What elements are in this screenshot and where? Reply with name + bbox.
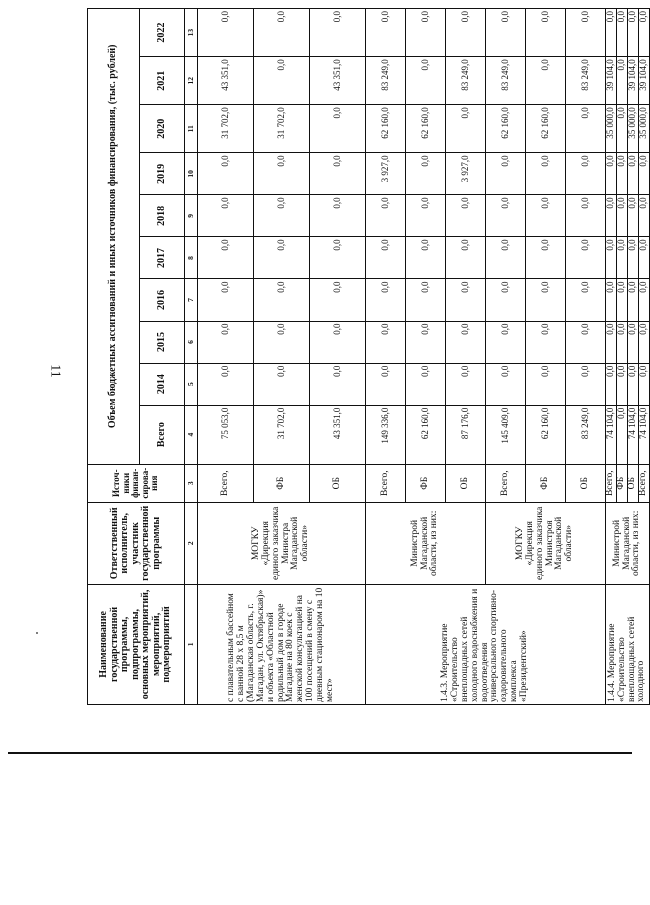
header-year: 2014 [140,363,185,405]
year-value: 62 160,0 [366,105,406,153]
year-value: 0,0 [639,363,650,405]
year-value: 0,0 [526,279,566,321]
year-value: 0,0 [254,9,310,57]
year-value: 0,0 [486,363,526,405]
year-value: 35 000,0 [639,105,650,153]
total-value: 74 104,0 [628,405,639,464]
year-value: 0,0 [566,105,606,153]
header-year: 2020 [140,105,185,153]
year-value: 0,0 [366,321,406,363]
year-value: 43 351,0 [198,57,254,105]
year-value: 83 249,0 [446,57,486,105]
year-value: 0,0 [639,9,650,57]
year-value: 0,0 [566,279,606,321]
table-row [198,9,254,705]
funding-source: ФБ [617,464,628,502]
year-value: 0,0 [617,195,628,237]
header-year: 2016 [140,279,185,321]
funding-source: ФБ [254,464,310,502]
year-value: 0,0 [617,105,628,153]
year-value: 0,0 [198,237,254,279]
program-name: с плавательным бассейном с ванной 28 x 8,5 м (Магаданская область, г. Магадан, ул. Октябрьская)» и объекта «Областной родильный дом в городе Магадане на 80 коек с женской консультацией на 100 посещений в смену с дневным стационаром на 10 мест» [198,584,366,704]
column-number-row [185,9,198,705]
year-value: 0,0 [446,195,486,237]
year-value: 83 249,0 [366,57,406,105]
year-value: 62 160,0 [526,105,566,153]
funding-source: Всего, [366,464,406,502]
year-value: 0,0 [606,153,617,195]
year-value: 0,0 [639,195,650,237]
year-value: 0,0 [406,321,446,363]
year-value: 0,0 [486,321,526,363]
year-value: 0,0 [406,9,446,57]
year-value: 0,0 [198,195,254,237]
year-value: 0,0 [526,57,566,105]
year-value: 0,0 [566,321,606,363]
year-value: 0,0 [617,363,628,405]
year-value: 0,0 [446,321,486,363]
year-value: 0,0 [628,321,639,363]
year-value: 62 160,0 [406,105,446,153]
col-number: 9 [185,195,198,237]
year-value: 0,0 [310,279,366,321]
year-value: 0,0 [310,9,366,57]
year-value: 0,0 [254,237,310,279]
table-body [198,9,650,705]
total-value: 149 336,0 [366,405,406,464]
header-executor: Ответственный исполнитель, участник государственной программы [88,502,185,584]
year-value: 3 927,0 [366,153,406,195]
funding-source: Всего, [606,464,617,502]
year-value: 0,0 [366,363,406,405]
col-number: 13 [185,9,198,57]
year-value: 0,0 [639,153,650,195]
year-value: 0,0 [486,153,526,195]
year-value: 0,0 [566,363,606,405]
col-number: 8 [185,237,198,279]
executor: МОГКУ «Дирекция единого заказчика Министра Магаданской области» [198,502,366,584]
executor: МОГКУ «Дирекция единого заказчика Министроя Магаданской области» [486,502,606,584]
program-name: 1.4.3. Мероприятие «Строительство внеплощадных сетей холодного водоснабжения и водоотведения универсального спортивно-оздоровительного комплекса «Президентский» [366,584,606,704]
total-value: 145 409,0 [486,405,526,464]
year-value: 0,0 [366,237,406,279]
year-value: 0,0 [566,195,606,237]
col-number: 10 [185,153,198,195]
year-value: 35 000,0 [606,105,617,153]
program-name: 1.4.4. Мероприятие «Строительство внеплощадных сетей холодного [606,584,650,704]
year-value: 0,0 [617,153,628,195]
year-value: 0,0 [526,237,566,279]
year-value: 0,0 [310,363,366,405]
year-value: 83 249,0 [486,57,526,105]
header-year: 2017 [140,237,185,279]
year-value: 0,0 [254,195,310,237]
funding-source: ОБ [310,464,366,502]
table-row [366,9,406,705]
funding-source: Всего, [486,464,526,502]
total-value: 0,0 [617,405,628,464]
year-value: 0,0 [566,153,606,195]
executor: Министрой Магаданской области, из них: [366,502,486,584]
year-value: 0,0 [446,279,486,321]
financing-table [87,8,650,705]
year-value: 31 702,0 [254,105,310,153]
executor: Министрой Магаданской области, из них: [606,502,650,584]
year-value: 0,0 [198,279,254,321]
header-source: Источ-ники финан-сирова-ния [88,464,185,502]
year-value: 0,0 [198,321,254,363]
header-total: Всего [140,405,185,464]
year-value: 0,0 [617,57,628,105]
year-value: 0,0 [628,279,639,321]
year-value: 0,0 [310,195,366,237]
header-year: 2022 [140,9,185,57]
scan-speck [36,632,38,634]
year-value: 0,0 [446,9,486,57]
total-value: 74 104,0 [639,405,650,464]
year-value: 0,0 [406,57,446,105]
year-value: 0,0 [366,279,406,321]
header-name: Наименование государственной программы, подпрограммы, основных мероприятий, мероприятий, подмероприятий [88,584,185,704]
funding-source: ОБ [446,464,486,502]
year-value: 0,0 [526,153,566,195]
year-value: 0,0 [566,237,606,279]
year-value: 0,0 [254,279,310,321]
year-value: 0,0 [198,153,254,195]
total-value: 62 160,0 [406,405,446,464]
col-number: 12 [185,57,198,105]
header-year: 2018 [140,195,185,237]
year-value: 31 702,0 [198,105,254,153]
year-value: 0,0 [628,195,639,237]
total-value: 31 702,0 [254,405,310,464]
year-value: 0,0 [310,237,366,279]
year-value: 0,0 [526,195,566,237]
year-value: 0,0 [606,237,617,279]
year-value: 0,0 [628,237,639,279]
col-number: 11 [185,105,198,153]
year-value: 0,0 [606,321,617,363]
year-value: 0,0 [628,9,639,57]
header-year: 2015 [140,321,185,363]
year-value: 0,0 [486,279,526,321]
year-value: 0,0 [310,153,366,195]
col-number: 3 [185,464,198,502]
year-value: 0,0 [406,279,446,321]
header-year: 2019 [140,153,185,195]
year-value: 0,0 [366,9,406,57]
funding-source: ОБ [566,464,606,502]
year-value: 62 160,0 [486,105,526,153]
year-value: 0,0 [628,153,639,195]
year-value: 35 000,0 [628,105,639,153]
horizontal-rule [8,752,632,754]
col-number: 1 [185,584,198,704]
year-value: 0,0 [639,279,650,321]
year-value: 0,0 [486,237,526,279]
year-value: 0,0 [526,363,566,405]
year-value: 0,0 [628,363,639,405]
funding-source: ОБ [628,464,639,502]
year-value: 0,0 [486,195,526,237]
year-value: 0,0 [617,279,628,321]
year-value: 0,0 [606,195,617,237]
total-value: 43 351,0 [310,405,366,464]
year-value: 0,0 [617,9,628,57]
year-value: 0,0 [639,237,650,279]
col-number: 6 [185,321,198,363]
year-value: 0,0 [566,9,606,57]
year-value: 0,0 [254,153,310,195]
total-value: 74 104,0 [606,405,617,464]
year-value: 0,0 [254,321,310,363]
year-value: 0,0 [446,363,486,405]
year-value: 0,0 [617,237,628,279]
funding-source: ФБ [406,464,446,502]
year-value: 0,0 [198,363,254,405]
year-value: 0,0 [366,195,406,237]
total-value: 75 053,0 [198,405,254,464]
funding-source: Всего, [639,464,650,502]
total-value: 87 176,0 [446,405,486,464]
year-value: 0,0 [606,363,617,405]
funding-source: ФБ [526,464,566,502]
header-volume: Объем бюджетных ассигнований и иных источников финансирования, (тыс. рублей) [88,9,140,465]
header-year: 2021 [140,57,185,105]
year-value: 0,0 [406,153,446,195]
year-value: 0,0 [254,57,310,105]
year-value: 0,0 [639,321,650,363]
col-number: 5 [185,363,198,405]
col-number: 2 [185,502,198,584]
year-value: 0,0 [446,105,486,153]
year-value: 43 351,0 [310,57,366,105]
year-value: 0,0 [526,321,566,363]
year-value: 0,0 [310,321,366,363]
year-value: 0,0 [486,9,526,57]
col-number: 4 [185,405,198,464]
funding-source: Всего, [198,464,254,502]
year-value: 0,0 [310,105,366,153]
year-value: 0,0 [406,237,446,279]
year-value: 0,0 [254,363,310,405]
col-number: 7 [185,279,198,321]
year-value: 0,0 [446,237,486,279]
total-value: 83 249,0 [566,405,606,464]
year-value: 0,0 [606,9,617,57]
year-value: 39 104,0 [639,57,650,105]
year-value: 0,0 [617,321,628,363]
page-number: 11 [47,364,63,378]
year-value: 0,0 [606,279,617,321]
year-value: 0,0 [198,9,254,57]
total-value: 62 160,0 [526,405,566,464]
year-value: 0,0 [406,363,446,405]
table-row [606,9,617,705]
rotated-table-wrapper [87,8,649,705]
year-value: 39 104,0 [628,57,639,105]
year-value: 39 104,0 [606,57,617,105]
year-value: 0,0 [406,195,446,237]
year-value: 0,0 [526,9,566,57]
year-value: 83 249,0 [566,57,606,105]
year-value: 3 927,0 [446,153,486,195]
